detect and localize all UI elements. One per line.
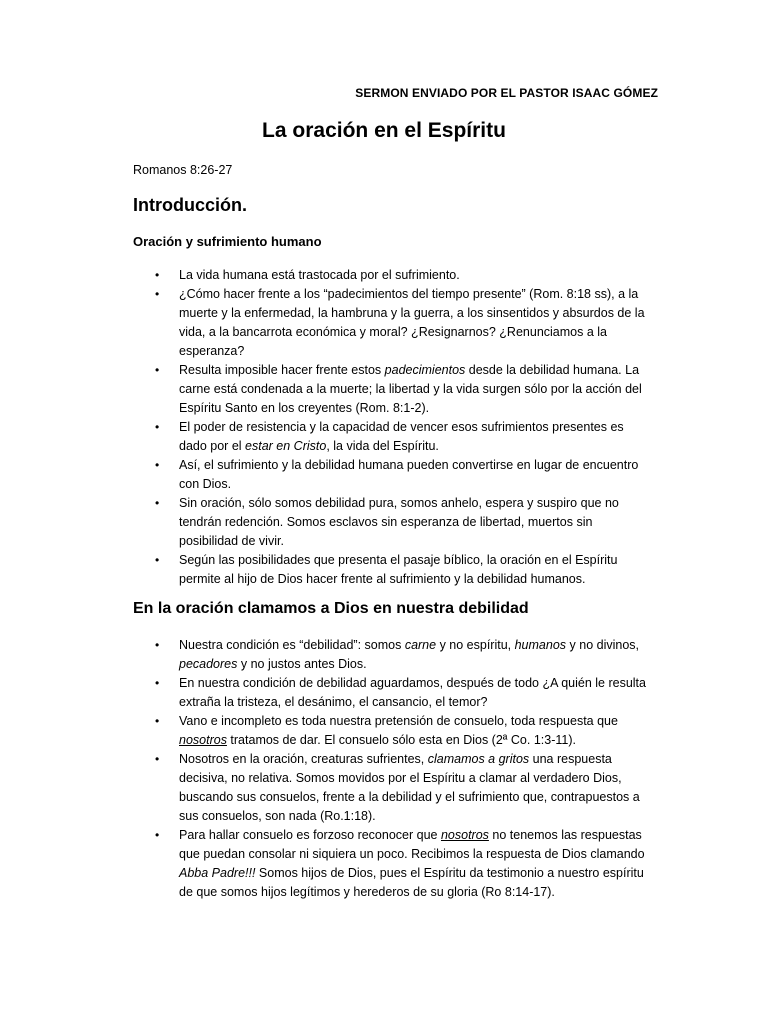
bullet-icon: • <box>155 828 160 842</box>
bullet-icon: • <box>155 268 160 282</box>
bullet-icon: • <box>155 287 160 301</box>
header-note: SERMON ENVIADO POR EL PASTOR ISAAC GÓMEZ <box>355 86 658 100</box>
section1-subheading: Oración y sufrimiento humano <box>133 234 322 249</box>
bullet-icon: • <box>155 714 160 728</box>
bullet-icon: • <box>155 752 160 766</box>
bullet-icon: • <box>155 363 160 377</box>
list-item: • Para hallar consuelo es forzoso reconocer que nosotros no tenemos las respuestas que puedan consolar ni siquiera un poco. Recibimos la respuesta de Dios clamando Abba Padre!!! Somos hijos de Dios, pues el Espíritu da testimonio a nuestro espíritu de que somos hijos legítimos y herederos de su gloria (Ro 8:14-17). <box>155 828 645 899</box>
list-item: • Sin oración, sólo somos debilidad pura, somos anhelo, espera y suspiro que no tendrán redención. Somos esclavos sin esperanza de libertad, muertos sin posibilidad de vivir. <box>155 496 619 548</box>
bible-reference: Romanos 8:26-27 <box>133 163 233 177</box>
list-item: • Nosotros en la oración, creaturas sufrientes, clamamos a gritos una respuesta decisiva, no relativa. Somos movidos por el Espíritu a clamar al verdadero Dios, buscando sus consuelos, frente a la debilidad y el sufrimiento que, contrapuestos a sus consuelos, son nada (Ro.1:18). <box>155 752 640 823</box>
section2-heading: En la oración clamamos a Dios en nuestra debilidad <box>133 600 529 617</box>
list-item: • Vano e incompleto es toda nuestra pretensión de consuelo, toda respuesta que nosotros tratamos de dar. El consuelo sólo esta en Dios (2ª Co. 1:3-11). <box>155 714 618 747</box>
list-item: • Así, el sufrimiento y la debilidad humana pueden convertirse en lugar de encuentro con Dios. <box>155 458 639 491</box>
section2-bullet-list <box>133 636 653 902</box>
section1-bullet-list <box>133 266 653 589</box>
intro-heading: Introducción. <box>133 195 247 215</box>
list-item: • Según las posibilidades que presenta el pasaje bíblico, la oración en el Espíritu permite al hijo de Dios hacer frente al sufrimiento y la debilidad humanos. <box>155 553 618 586</box>
bullet-icon: • <box>155 638 160 652</box>
bullet-icon: • <box>155 553 160 567</box>
bullet-icon: • <box>155 420 160 434</box>
list-item: • Resulta imposible hacer frente estos padecimientos desde la debilidad humana. La carne está condenada a la muerte; la libertad y la vida surgen sólo por la acción del Espíritu Santo en los creyentes (Rom. 8:1-2). <box>155 363 642 415</box>
list-item: • La vida humana está trastocada por el sufrimiento. <box>133 266 653 285</box>
list-item: • ¿Cómo hacer frente a los “padecimientos del tiempo presente” (Rom. 8:18 ss), a la muerte y la enfermedad, la hambruna y la guerra, a los sinsentidos y absurdos de la vida, a la bancarrota económica y moral? ¿Resignarnos? ¿Renunciamos a la esperanza? <box>155 287 645 358</box>
list-item: • Nuestra condición es “debilidad”: somos carne y no espíritu, humanos y no divinos, pecadores y no justos antes Dios. <box>155 638 640 671</box>
list-item: • El poder de resistencia y la capacidad de vencer esos sufrimientos presentes es dado por el estar en Cristo, la vida del Espíritu. <box>155 420 624 453</box>
list-item: • En nuestra condición de debilidad aguardamos, después de todo ¿A quién le resulta extraña la tristeza, el desánimo, el cansancio, el temor? <box>155 676 646 709</box>
bullet-icon: • <box>155 676 160 690</box>
document-title: La oración en el Espíritu <box>262 119 506 142</box>
bullet-icon: • <box>155 496 160 510</box>
bullet-icon: • <box>155 458 160 472</box>
